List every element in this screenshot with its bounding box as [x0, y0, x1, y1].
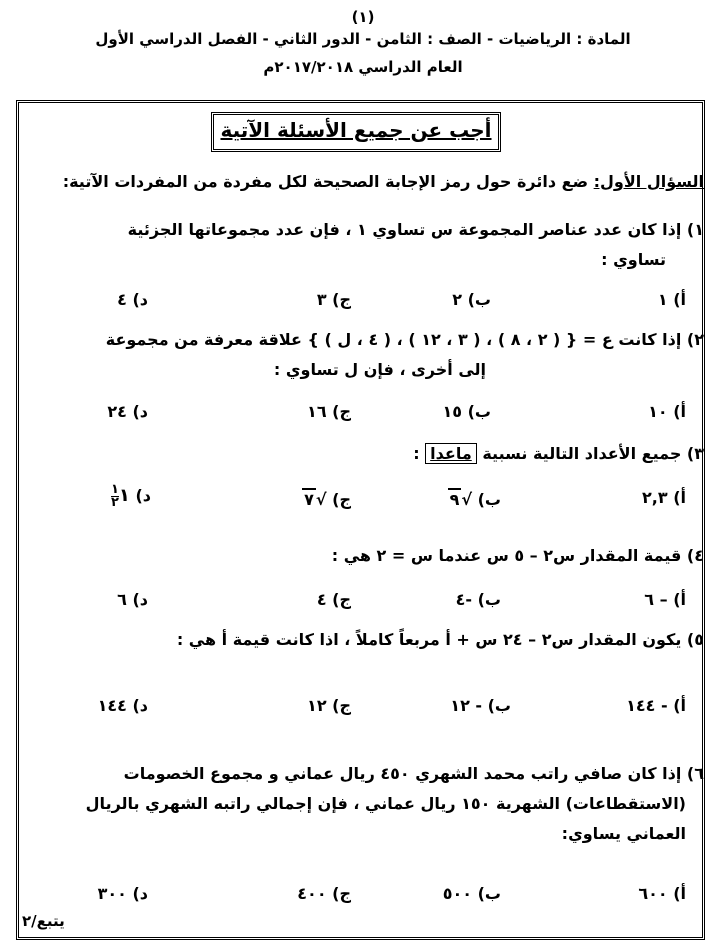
q3-emphasis: ماعدا	[425, 443, 477, 464]
q6-line1: ٦) إذا كان صافي راتب محمد الشهري ٤٥٠ ريال عماني و مجموع الخصومات	[123, 764, 704, 783]
q4-option-b[interactable]: ب) -٤	[455, 590, 501, 609]
q3-line1	[413, 444, 704, 463]
q3-option-d-letter: د)	[135, 486, 151, 505]
q3-frac-den: ٢	[110, 495, 119, 510]
q6-option-a[interactable]: أ) ٦٠٠	[638, 884, 686, 903]
sqrt-icon: √	[315, 490, 327, 509]
section-instruction: ضع دائرة حول رمز الإجابة الصحيحة لكل مفردة من المفردات الآتية:	[62, 172, 589, 191]
q3-colon: :	[413, 444, 420, 463]
header-year-line: العام الدراسي ٢٠١٧/٢٠١٨م	[263, 58, 463, 76]
q2-option-b[interactable]: ب) ١٥	[442, 402, 491, 421]
q4-option-d[interactable]: د) ٦	[117, 590, 148, 609]
sqrt-icon: √	[461, 490, 473, 509]
q1-line1: ١) إذا كان عدد عناصر المجموعة س تساوي ١ ، فإن عدد مجموعاتها الجزئية	[127, 220, 704, 239]
q3-frac-num: ١	[110, 482, 119, 497]
q5-option-c[interactable]: ج) ١٢	[307, 696, 351, 715]
page-number: (١)	[351, 8, 375, 26]
q3-fraction	[111, 484, 119, 509]
section-heading	[63, 172, 704, 191]
q2-option-a[interactable]: أ) ١٠	[648, 402, 686, 421]
q3-sqrt-c: ٧	[304, 490, 314, 509]
continue-note: يتبع/٢	[22, 912, 65, 930]
q6-option-d[interactable]: د) ٣٠٠	[97, 884, 148, 903]
q1-option-c[interactable]: ج) ٣	[316, 290, 351, 309]
q6-line2: (الاستقطاعات) الشهرية ١٥٠ ريال عماني ، فإن إجمالي راتبه الشهري بالريال	[85, 794, 686, 813]
q2-option-d[interactable]: د) ٢٤	[107, 402, 148, 421]
q4-option-c[interactable]: ج) ٤	[316, 590, 351, 609]
q6-option-b[interactable]: ب) ٥٠٠	[442, 884, 501, 903]
exam-title: أجب عن جميع الأسئلة الآتية	[220, 118, 492, 142]
q6-line3: العماني يساوي:	[561, 824, 686, 843]
q3-option-a[interactable]: أ) ٢,٣	[642, 488, 686, 507]
q2-line1: ٢) إذا كانت ع = { ( ٢ ، ٨ ) ، ( ٣ ، ١٢ ) ، ( ٤ ، ل ) } علاقة معرفة من مجموعة	[105, 330, 704, 349]
q3-option-c[interactable]	[302, 488, 351, 509]
q1-line2: تساوي :	[601, 250, 666, 269]
q3-sqrt-b: ٩	[449, 490, 460, 509]
q2-line2: إلى أخرى ، فإن ل تساوي :	[273, 360, 486, 379]
q3-text: ٣) جميع الأعداد التالية نسبية	[482, 444, 704, 463]
q1-option-a[interactable]: أ) ١	[657, 290, 686, 309]
q2-option-c[interactable]: ج) ١٦	[307, 402, 351, 421]
q4-line1: ٤) قيمة المقدار س٢ – ٥ س عندما س = ٢ هي :	[331, 546, 704, 565]
q3-option-b-letter: ب)	[477, 490, 501, 509]
q5-option-d[interactable]: د) ١٤٤	[97, 696, 148, 715]
header-subject-line: المادة : الرياضيات - الصف : الثامن - الدور الثاني - الفصل الدراسي الأول	[95, 30, 631, 48]
q5-line1: ٥) يكون المقدار س٢ – ٢٤ س + أ مربعاً كاملاً ، اذا كانت قيمة أ هي :	[176, 630, 704, 649]
q1-option-d[interactable]: د) ٤	[117, 290, 148, 309]
q4-option-a[interactable]: أ) – ٦	[644, 590, 686, 609]
q3-frac-whole: ١	[118, 485, 130, 506]
q5-option-a[interactable]: أ) - ١٤٤	[626, 696, 686, 715]
section-label: السؤال الأول:	[593, 172, 704, 191]
q1-option-b[interactable]: ب) ٢	[452, 290, 491, 309]
q3-option-d[interactable]	[111, 484, 151, 509]
q3-option-c-letter: ج)	[332, 490, 351, 509]
q3-option-b[interactable]	[448, 488, 501, 509]
q5-option-b[interactable]: ب) - ١٢	[450, 696, 511, 715]
q6-option-c[interactable]: ج) ٤٠٠	[297, 884, 351, 903]
